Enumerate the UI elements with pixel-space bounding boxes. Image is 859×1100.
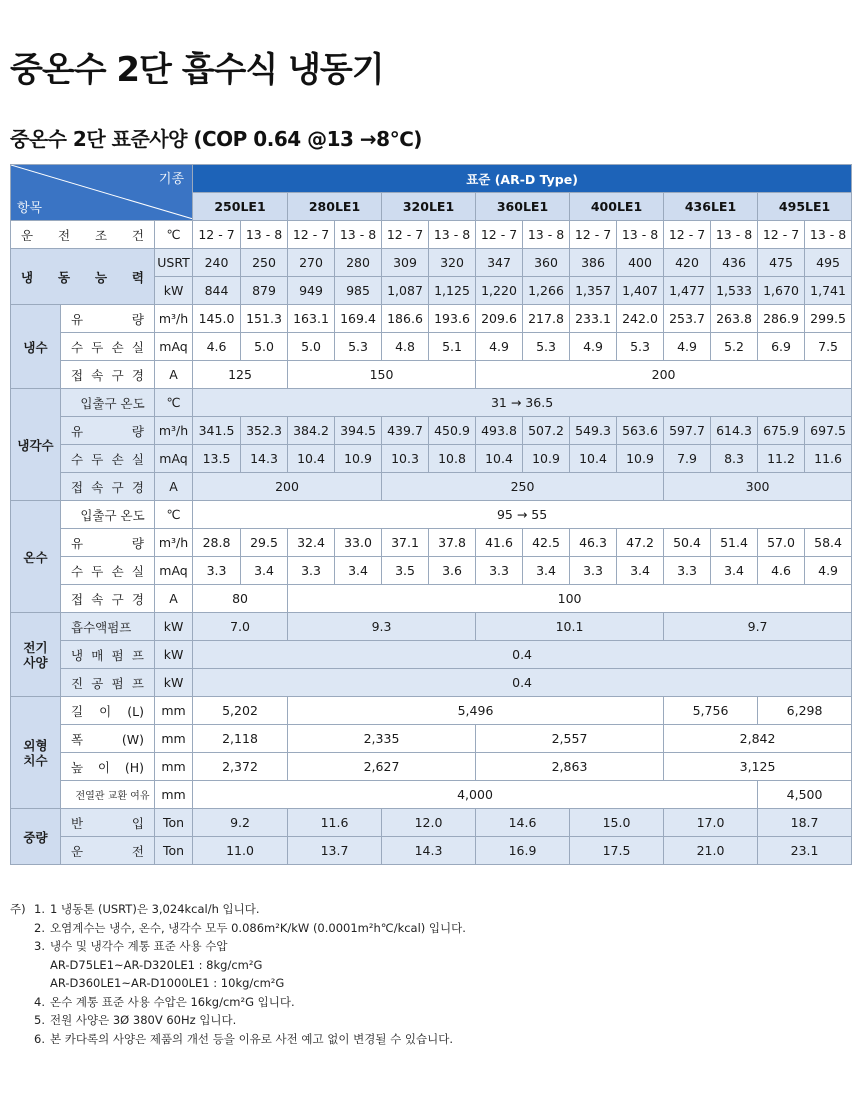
row-dimension-clearance — [11, 781, 852, 809]
value-cell: 341.5 — [193, 417, 241, 445]
value-cell: 13 - 8 — [241, 221, 288, 249]
value-cell: 9.3 — [288, 613, 476, 641]
note-number: 3. — [34, 939, 45, 953]
value-cell: 13 - 8 — [617, 221, 664, 249]
value-cell: 3.4 — [241, 557, 288, 585]
value-cell: 495 — [805, 249, 852, 277]
value-cell: 493.8 — [476, 417, 523, 445]
row-electric-refrigerant-pump — [11, 641, 852, 669]
value-cell: 16.9 — [476, 837, 570, 865]
value-cell: 13.7 — [288, 837, 382, 865]
value-cell: 10.9 — [523, 445, 570, 473]
value-cell: 17.5 — [570, 837, 664, 865]
note-number: 4. — [34, 994, 45, 1009]
note-item — [10, 1030, 850, 1049]
value-cell: 8.3 — [711, 445, 758, 473]
value-cell: 3.3 — [288, 557, 335, 585]
model-header: 360LE1 — [476, 193, 570, 221]
header-corner — [11, 165, 193, 221]
value-cell: 217.8 — [523, 305, 570, 333]
row-electric-vacuum-pump — [11, 669, 852, 697]
note-text: AR-D75LE1~AR-D320LE1 : 8kg/cm²G — [50, 957, 263, 972]
value-cell: 57.0 — [758, 529, 805, 557]
row-label: 유 량 — [61, 305, 155, 333]
value-cell: 14.6 — [476, 809, 570, 837]
note-number: 5. — [34, 1013, 45, 1027]
value-cell: 4,500 — [758, 781, 852, 809]
value-cell: 549.3 — [570, 417, 617, 445]
unit-cell: m³/h — [155, 305, 193, 333]
value-cell: 563.6 — [617, 417, 664, 445]
value-cell: 41.6 — [476, 529, 523, 557]
value-cell: 3.6 — [429, 557, 476, 585]
spec-table — [10, 164, 852, 865]
row-label: 길 이 (L) — [61, 697, 155, 725]
row-label: 수 두 손 실 — [61, 557, 155, 585]
row-label: 수 두 손 실 — [61, 445, 155, 473]
value-cell: 12 - 7 — [382, 221, 429, 249]
unit-cell: kW — [155, 669, 193, 697]
page-title: 중온수 2단 흡수식 냉동기 — [10, 50, 384, 90]
notes-prefix: 주) — [10, 902, 26, 916]
value-cell: 507.2 — [523, 417, 570, 445]
row-electric-absorbent-pump — [11, 613, 852, 641]
value-cell: 2,372 — [193, 753, 288, 781]
note-text: AR-D360LE1~AR-D1000LE1 : 10kg/cm²G — [50, 976, 285, 990]
value-cell: 280 — [335, 249, 382, 277]
value-cell: 10.8 — [429, 445, 476, 473]
row-hot-head — [11, 557, 852, 585]
row-dimension-height — [11, 753, 852, 781]
value-cell: 263.8 — [711, 305, 758, 333]
value-cell: 125 — [193, 361, 288, 389]
row-dimension-length — [11, 697, 852, 725]
value-cell: 3.4 — [711, 557, 758, 585]
value-cell: 50.4 — [664, 529, 711, 557]
unit-cell: A — [155, 473, 193, 501]
row-chilled-pipe — [11, 361, 852, 389]
section-title: 중온수 2단 표준사양 (COP 0.64 @13 →8℃) — [10, 127, 422, 151]
value-cell: 13 - 8 — [711, 221, 758, 249]
value-cell: 100 — [288, 585, 852, 613]
value-cell: 12 - 7 — [570, 221, 617, 249]
value-cell: 151.3 — [241, 305, 288, 333]
unit-cell: Ton — [155, 837, 193, 865]
value-cell: 347 — [476, 249, 523, 277]
value-cell: 0.4 — [193, 669, 852, 697]
value-cell: 320 — [429, 249, 476, 277]
value-cell: 47.2 — [617, 529, 664, 557]
value-cell: 3.4 — [335, 557, 382, 585]
value-cell: 37.8 — [429, 529, 476, 557]
note-text: 온수 계통 표준 사용 수압은 16kg/cm²G 입니다. — [50, 994, 295, 1009]
unit-cell: mm — [155, 753, 193, 781]
value-cell: 7.0 — [193, 613, 288, 641]
note-item — [10, 974, 850, 993]
row-cooling-temp — [11, 389, 852, 417]
row-cooling-head — [11, 445, 852, 473]
value-cell: 299.5 — [805, 305, 852, 333]
value-cell: 11.2 — [758, 445, 805, 473]
value-cell: 31 → 36.5 — [193, 389, 852, 417]
value-cell: 1,357 — [570, 277, 617, 305]
value-cell: 15.0 — [570, 809, 664, 837]
note-item — [10, 956, 850, 975]
value-cell: 11.0 — [193, 837, 288, 865]
value-cell: 10.4 — [476, 445, 523, 473]
notes — [10, 900, 850, 1048]
value-cell: 10.4 — [570, 445, 617, 473]
value-cell: 28.8 — [193, 529, 241, 557]
value-cell: 6,298 — [758, 697, 852, 725]
value-cell: 5.2 — [711, 333, 758, 361]
value-cell: 17.0 — [664, 809, 758, 837]
value-cell: 4.6 — [193, 333, 241, 361]
value-cell: 4.9 — [664, 333, 711, 361]
value-cell: 150 — [288, 361, 476, 389]
value-cell: 300 — [664, 473, 852, 501]
model-header: 400LE1 — [570, 193, 664, 221]
value-cell: 51.4 — [711, 529, 758, 557]
value-cell: 2,335 — [288, 725, 476, 753]
value-cell: 4.9 — [805, 557, 852, 585]
unit-cell: ℃ — [155, 389, 193, 417]
value-cell: 7.5 — [805, 333, 852, 361]
value-cell: 29.5 — [241, 529, 288, 557]
unit-cell: kW — [155, 613, 193, 641]
row-label: 유 량 — [61, 529, 155, 557]
value-cell: 250 — [241, 249, 288, 277]
value-cell: 169.4 — [335, 305, 382, 333]
value-cell: 1,125 — [429, 277, 476, 305]
value-cell: 436 — [711, 249, 758, 277]
note-number: 2. — [34, 920, 45, 935]
value-cell: 5.3 — [617, 333, 664, 361]
value-cell: 4.8 — [382, 333, 429, 361]
value-cell: 12 - 7 — [476, 221, 523, 249]
value-cell: 2,627 — [288, 753, 476, 781]
standard-header: 표준 (AR-D Type) — [193, 165, 852, 193]
group-label: 냉수 — [11, 305, 61, 389]
value-cell: 352.3 — [241, 417, 288, 445]
row-label: 수 두 손 실 — [61, 333, 155, 361]
row-capacity-usrt — [11, 249, 852, 277]
unit-cell: mm — [155, 781, 193, 809]
value-cell: 95 → 55 — [193, 501, 852, 529]
value-cell: 3,125 — [664, 753, 852, 781]
row-label: 운 전 — [61, 837, 155, 865]
value-cell: 11.6 — [805, 445, 852, 473]
value-cell: 3.3 — [193, 557, 241, 585]
value-cell: 475 — [758, 249, 805, 277]
group-label: 온수 — [11, 501, 61, 613]
row-label: 폭 (W) — [61, 725, 155, 753]
row-chilled-head — [11, 333, 852, 361]
value-cell: 14.3 — [382, 837, 476, 865]
value-cell: 12 - 7 — [193, 221, 241, 249]
row-label: 흡수액펌프 — [61, 613, 155, 641]
value-cell: 1,266 — [523, 277, 570, 305]
unit-cell: ℃ — [155, 221, 193, 249]
note-text: 오염계수는 냉수, 온수, 냉각수 모두 0.086m²K/kW (0.0001m²h℃/kcal) 입니다. — [50, 920, 466, 935]
value-cell: 10.4 — [288, 445, 335, 473]
value-cell: 209.6 — [476, 305, 523, 333]
value-cell: 1,533 — [711, 277, 758, 305]
value-cell: 7.9 — [664, 445, 711, 473]
unit-cell: m³/h — [155, 417, 193, 445]
unit-cell: Ton — [155, 809, 193, 837]
value-cell: 46.3 — [570, 529, 617, 557]
row-weight-shipping — [11, 809, 852, 837]
value-cell: 200 — [476, 361, 852, 389]
value-cell: 4.9 — [570, 333, 617, 361]
row-hot-flow — [11, 529, 852, 557]
note-item — [10, 993, 850, 1012]
value-cell: 6.9 — [758, 333, 805, 361]
value-cell: 5.1 — [429, 333, 476, 361]
corner-item-label: 항목 — [17, 201, 43, 216]
note-text: 본 카다록의 사양은 제품의 개선 등을 이유로 사전 예고 없이 변경될 수 있습니다. — [50, 1031, 454, 1046]
value-cell: 12.0 — [382, 809, 476, 837]
unit-cell: mAq — [155, 557, 193, 585]
value-cell: 5.3 — [523, 333, 570, 361]
value-cell: 242.0 — [617, 305, 664, 333]
value-cell: 12 - 7 — [758, 221, 805, 249]
value-cell: 2,118 — [193, 725, 288, 753]
row-hot-temp — [11, 501, 852, 529]
unit-cell: mm — [155, 725, 193, 753]
value-cell: 33.0 — [335, 529, 382, 557]
note-item — [10, 1011, 850, 1030]
value-cell: 10.1 — [476, 613, 664, 641]
value-cell: 3.3 — [476, 557, 523, 585]
value-cell: 9.7 — [664, 613, 852, 641]
value-cell: 270 — [288, 249, 335, 277]
value-cell: 21.0 — [664, 837, 758, 865]
value-cell: 5.0 — [241, 333, 288, 361]
note-text: 냉수 및 냉각수 계통 표준 사용 수압 — [50, 939, 228, 953]
row-label: 냉 매 펌 프 — [61, 641, 155, 669]
value-cell: 13 - 8 — [429, 221, 476, 249]
value-cell: 233.1 — [570, 305, 617, 333]
row-dimension-width — [11, 725, 852, 753]
value-cell: 14.3 — [241, 445, 288, 473]
value-cell: 697.5 — [805, 417, 852, 445]
row-chilled-flow — [11, 305, 852, 333]
row-label: 높 이 (H) — [61, 753, 155, 781]
value-cell: 5,496 — [288, 697, 664, 725]
value-cell: 985 — [335, 277, 382, 305]
row-label: 접 속 구 경 — [61, 585, 155, 613]
value-cell: 1,670 — [758, 277, 805, 305]
value-cell: 10.9 — [617, 445, 664, 473]
value-cell: 5.3 — [335, 333, 382, 361]
value-cell: 420 — [664, 249, 711, 277]
value-cell: 4,000 — [193, 781, 758, 809]
group-label: 전기 사양 — [11, 613, 61, 697]
value-cell: 3.4 — [617, 557, 664, 585]
value-cell: 2,863 — [476, 753, 664, 781]
value-cell: 12 - 7 — [288, 221, 335, 249]
row-label: 접 속 구 경 — [61, 473, 155, 501]
value-cell: 42.5 — [523, 529, 570, 557]
value-cell: 10.3 — [382, 445, 429, 473]
value-cell: 4.6 — [758, 557, 805, 585]
note-item — [10, 937, 850, 956]
model-header: 495LE1 — [758, 193, 852, 221]
unit-cell: mAq — [155, 333, 193, 361]
value-cell: 1,087 — [382, 277, 429, 305]
value-cell: 11.6 — [288, 809, 382, 837]
note-item — [10, 900, 850, 919]
group-label: 중량 — [11, 809, 61, 865]
row-label: 입출구 온도 — [61, 389, 155, 417]
value-cell: 439.7 — [382, 417, 429, 445]
value-cell: 80 — [193, 585, 288, 613]
row-hot-pipe — [11, 585, 852, 613]
value-cell: 309 — [382, 249, 429, 277]
note-text: 전원 사양은 3Ø 380V 60Hz 입니다. — [50, 1013, 237, 1027]
value-cell: 250 — [382, 473, 664, 501]
value-cell: 1,220 — [476, 277, 523, 305]
unit-cell: mm — [155, 697, 193, 725]
row-label: 진 공 펌 프 — [61, 669, 155, 697]
row-cooling-flow — [11, 417, 852, 445]
value-cell: 18.7 — [758, 809, 852, 837]
value-cell: 597.7 — [664, 417, 711, 445]
value-cell: 240 — [193, 249, 241, 277]
value-cell: 58.4 — [805, 529, 852, 557]
value-cell: 3.3 — [570, 557, 617, 585]
unit-cell: A — [155, 361, 193, 389]
value-cell: 1,741 — [805, 277, 852, 305]
value-cell: 32.4 — [288, 529, 335, 557]
unit-cell: A — [155, 585, 193, 613]
value-cell: 844 — [193, 277, 241, 305]
row-label: 입출구 온도 — [61, 501, 155, 529]
value-cell: 200 — [193, 473, 382, 501]
value-cell: 5,202 — [193, 697, 288, 725]
value-cell: 4.9 — [476, 333, 523, 361]
value-cell: 675.9 — [758, 417, 805, 445]
value-cell: 3.4 — [523, 557, 570, 585]
unit-cell: ℃ — [155, 501, 193, 529]
value-cell: 450.9 — [429, 417, 476, 445]
row-label: 접 속 구 경 — [61, 361, 155, 389]
corner-model-label: 기종 — [158, 172, 185, 187]
row-label: 유 량 — [61, 417, 155, 445]
value-cell: 9.2 — [193, 809, 288, 837]
unit-cell: m³/h — [155, 529, 193, 557]
value-cell: 949 — [288, 277, 335, 305]
model-header: 250LE1 — [193, 193, 288, 221]
value-cell: 0.4 — [193, 641, 852, 669]
unit-cell: mAq — [155, 445, 193, 473]
unit-cell: USRT — [155, 249, 193, 277]
row-condition — [11, 221, 852, 249]
value-cell: 879 — [241, 277, 288, 305]
row-weight-operating — [11, 837, 852, 865]
note-number: 6. — [34, 1031, 45, 1046]
row-label: 반 입 — [61, 809, 155, 837]
value-cell: 145.0 — [193, 305, 241, 333]
value-cell: 13 - 8 — [523, 221, 570, 249]
value-cell: 163.1 — [288, 305, 335, 333]
group-label: 냉각수 — [11, 389, 61, 501]
value-cell: 3.3 — [664, 557, 711, 585]
model-header: 280LE1 — [288, 193, 382, 221]
note-item — [10, 919, 850, 938]
value-cell: 400 — [617, 249, 664, 277]
value-cell: 3.5 — [382, 557, 429, 585]
row-label: 전열관 교환 여유 — [61, 781, 155, 809]
value-cell: 286.9 — [758, 305, 805, 333]
value-cell: 1,407 — [617, 277, 664, 305]
value-cell: 2,557 — [476, 725, 664, 753]
row-label: 운 전 조 건 — [11, 221, 155, 249]
value-cell: 1,477 — [664, 277, 711, 305]
unit-cell: kW — [155, 641, 193, 669]
unit-cell: kW — [155, 277, 193, 305]
value-cell: 10.9 — [335, 445, 382, 473]
value-cell: 2,842 — [664, 725, 852, 753]
value-cell: 5,756 — [664, 697, 758, 725]
model-header: 320LE1 — [382, 193, 476, 221]
note-number: 1. — [34, 902, 45, 916]
note-text: 1 냉동톤 (USRT)은 3,024kcal/h 입니다. — [50, 902, 260, 916]
value-cell: 13 - 8 — [335, 221, 382, 249]
value-cell: 13.5 — [193, 445, 241, 473]
value-cell: 394.5 — [335, 417, 382, 445]
value-cell: 360 — [523, 249, 570, 277]
value-cell: 384.2 — [288, 417, 335, 445]
model-header: 436LE1 — [664, 193, 758, 221]
value-cell: 37.1 — [382, 529, 429, 557]
value-cell: 253.7 — [664, 305, 711, 333]
group-label: 외형 치수 — [11, 697, 61, 809]
value-cell: 5.0 — [288, 333, 335, 361]
value-cell: 386 — [570, 249, 617, 277]
value-cell: 12 - 7 — [664, 221, 711, 249]
value-cell: 23.1 — [758, 837, 852, 865]
value-cell: 13 - 8 — [805, 221, 852, 249]
value-cell: 186.6 — [382, 305, 429, 333]
value-cell: 614.3 — [711, 417, 758, 445]
row-label: 냉 동 능 력 — [11, 249, 155, 305]
value-cell: 193.6 — [429, 305, 476, 333]
row-cooling-pipe — [11, 473, 852, 501]
